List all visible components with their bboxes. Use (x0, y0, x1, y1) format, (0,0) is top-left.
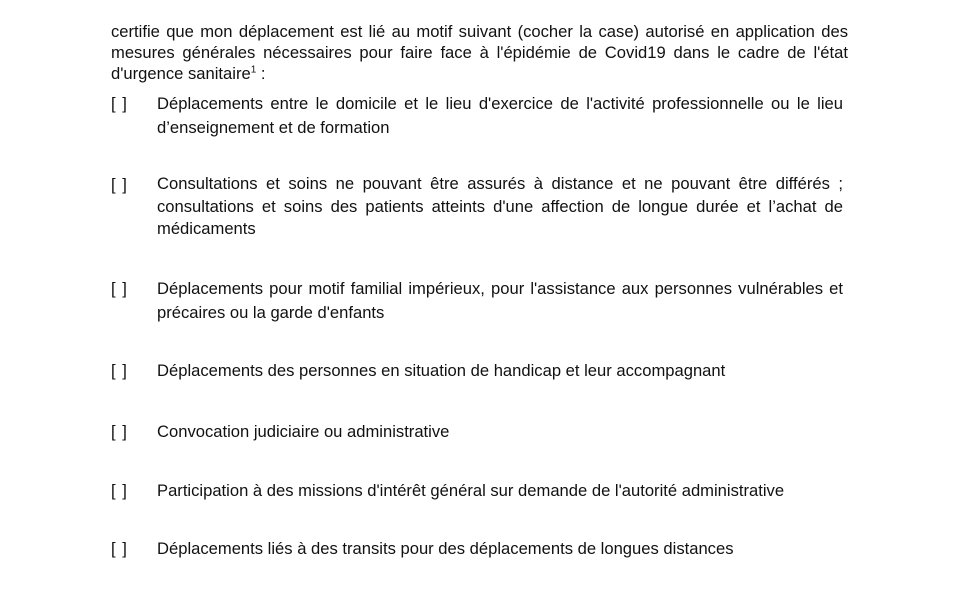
motif-checkbox-mission[interactable]: [ ] (111, 481, 128, 500)
intro-text (111, 21, 848, 84)
intro-text-main: certifie que mon déplacement est lié au motif suivant (cocher la case) autorisé en application des mesures générales nécessaires pour faire face à l'épidémie de Covid19 dans le cadre de l'état d'urgence sanitaire (111, 22, 848, 83)
motif-checkbox-convocation[interactable]: [ ] (111, 422, 128, 441)
motif-label-famille: Déplacements pour motif familial impérieux, pour l'assistance aux personnes vulnérables et précaires ou la garde d'enfants (157, 279, 843, 322)
motif-checkbox-famille[interactable]: [ ] (111, 279, 128, 298)
motif-checkbox-sante[interactable]: [ ] (111, 175, 128, 194)
motif-checkbox-travail[interactable]: [ ] (111, 94, 128, 113)
motif-label-sante: Consultations et soins ne pouvant être assurés à distance et ne pouvant être différés ; consultations et soins des patients atteints d'une affection de longue durée et l’achat de médicaments (157, 174, 843, 238)
motif-checkbox-transit[interactable]: [ ] (111, 539, 128, 558)
intro-text-end: : (256, 64, 266, 83)
motif-checkbox-handicap[interactable]: [ ] (111, 361, 128, 380)
motif-label-transit: Déplacements liés à des transits pour des déplacements de longues distances (157, 539, 734, 558)
motif-label-mission: Participation à des missions d'intérêt général sur demande de l'autorité administrative (157, 481, 785, 500)
motif-label-travail: Déplacements entre le domicile et le lieu d'exercice de l'activité professionnelle ou le lieu d’enseignement et de formation (157, 94, 843, 137)
footnote-marker: 1 (250, 64, 257, 76)
motif-label-convocation: Convocation judiciaire ou administrative (157, 422, 450, 441)
intro-paragraph (111, 21, 848, 84)
motif-label-handicap: Déplacements des personnes en situation de handicap et leur accompagnant (157, 361, 726, 380)
